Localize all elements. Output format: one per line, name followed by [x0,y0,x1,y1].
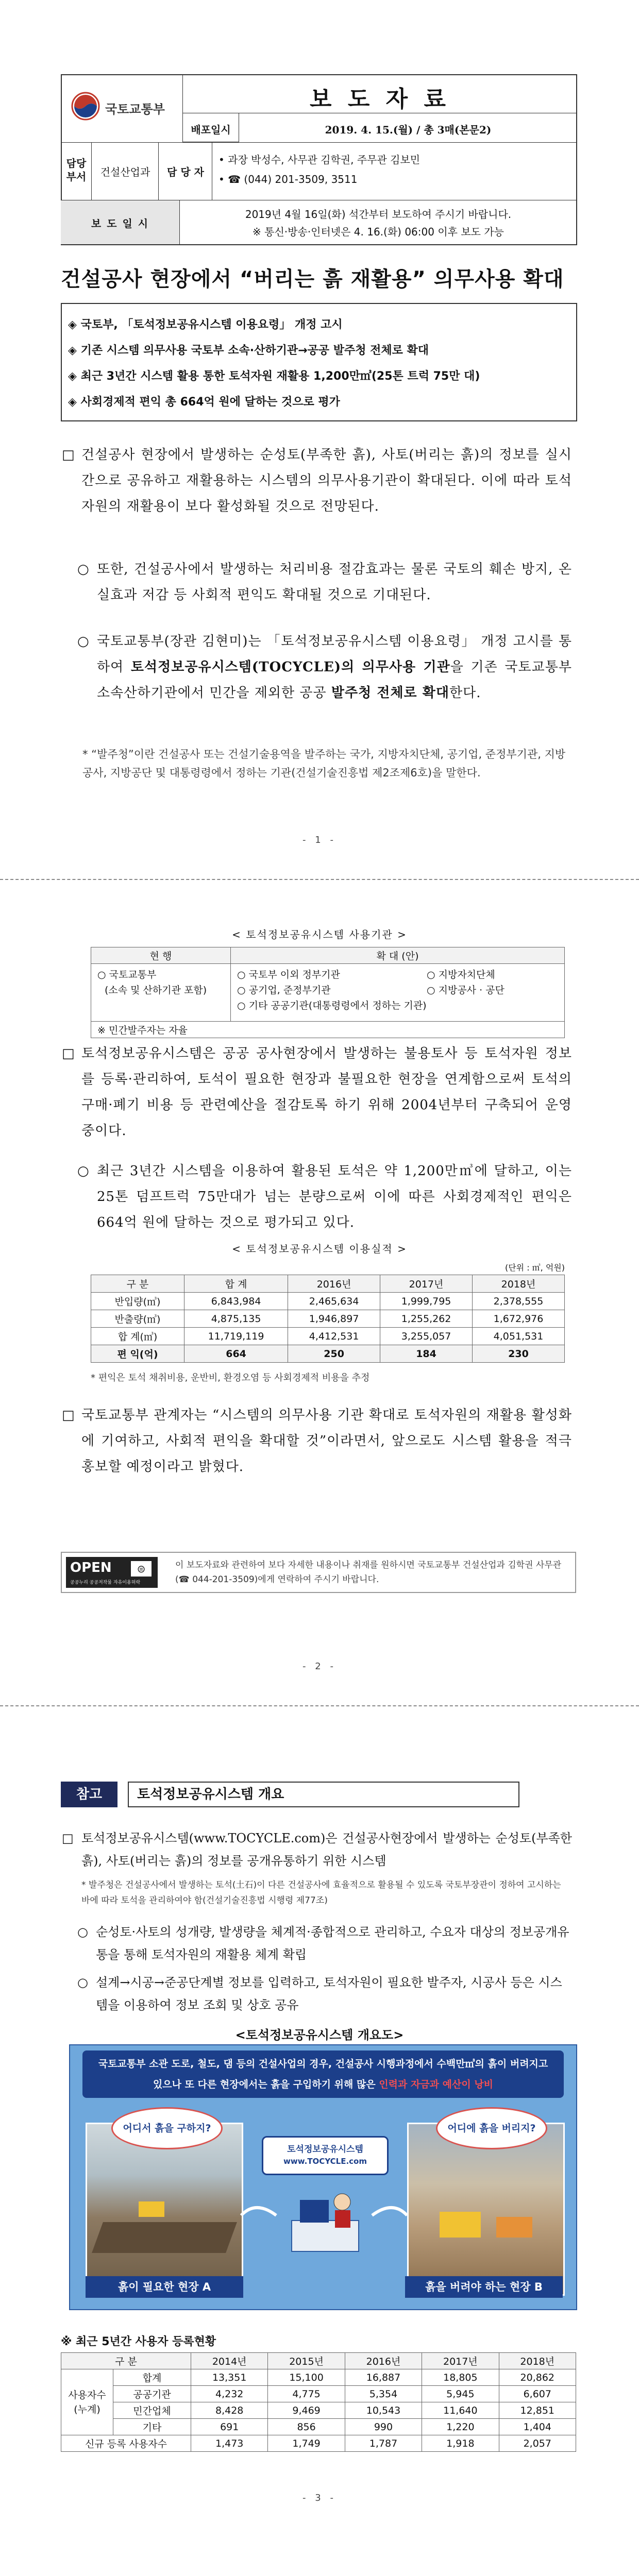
table2-header: 2017년 [380,1275,473,1293]
org-name: 국토교통부 [105,102,165,116]
page-divider [0,1705,639,1706]
press-header [61,74,577,245]
distribution-value: 2019. 4. 15.(월) / 총 3매(본문2) [325,124,492,136]
open-license-logo: OPEN ⊜ 공공누리 공공저작물 자유이용허락 [66,1557,158,1588]
reference-badge: 참고 [61,1782,117,1807]
table1-header: 확 대 (안) [231,947,565,964]
table3-header: 2018년 [499,2353,576,2369]
paragraph-4: □ 토석정보공유시스템은 공공 공사현장에서 발생하는 불용토사 등 토석자원 정보를 등록·관리하여, 토석이 필요한 현장과 불필요한 현장을 연계함으로써 토석의 구매·폐기 비용 등 관련예산을 절감토록 하기 위해 2004년부터 구축되어 운영 중이다. [62,1046,572,1139]
paragraph-5: ○ 최근 3년간 시스템을 이용하여 활용된 토석은 약 1,200만㎥에 달하고, 이는 25톤 덤프트럭 75만대가 넘는 분량으로써 이에 따른 사회경제적인 편익은 664억 원에 달하는 것으로 평가되고 있다. [77,1163,572,1230]
summary-box [61,303,577,421]
table2-title: < 토석정보공유시스템 이용실적 > [232,1243,407,1255]
summary-item: ◈ 사회경제적 편익 총 664억 원에 달하는 것으로 평가 [68,396,340,409]
page-number-2: - 2 - [302,1661,337,1672]
person-label: 담 당 자 [167,166,204,178]
table-row: 반입량(㎥) 6,843,984 2,465,634 1,999,795 2,378,555 [91,1293,565,1310]
bubble-right: 어디에 흙을 버리지? [436,2107,547,2149]
page-number-3: - 3 - [302,2493,337,2503]
caption-site-a: 흙이 필요한 현장 A [86,2276,243,2298]
table3-header: 2015년 [268,2353,345,2369]
table2-note: * 편익은 토석 채취비용, 운반비, 환경오염 등 사회경제적 비용을 추정 [91,1372,370,1383]
agency-table [91,947,565,1038]
paragraph-3: ○ 국토교통부(장관 김현미)는 「토석정보공유시스템 이용요령」 개정 고시를 통하여 토석정보공유시스템(TOCYCLE)의 의무사용 기관을 기존 국토교통부 소속산하기관에서 민간을 제외한 공공 발주청 전체로 확대한다. [77,634,572,701]
table1-current-cell: ○ 국토교통부 (소속 및 산하기관 포함) [91,964,231,1022]
paragraph-1: □ 건설공사 현장에서 발생하는 순성토(부족한 흙), 사토(버리는 흙)의 정보를 실시간으로 공유하고 재활용하는 시스템의 의무사용기관이 확대된다. 이에 따라 토석자원의 재활용이 보다 활성화될 것으로 전망된다. [62,447,572,514]
caption-site-b: 흙을 버려야 하는 현장 B [405,2276,563,2298]
tocycle-system-label: 토석정보공유시스템 www.TOCYCLE.com [262,2136,389,2175]
summary-item: ◈ 국토부, 「토석정보공유시스템 이용요령」 개정 고시 [68,318,343,331]
embargo-line-1: 2019년 4월 16일(화) 석간부터 보도하여 주시기 바랍니다. [245,208,512,221]
table-row: 반출량(㎥) 4,875,135 1,946,897 1,255,262 1,672,976 [91,1310,565,1328]
table-row: 기타 691 856 990 1,220 1,404 [61,2419,576,2435]
table3-title: ※ 최근 5년간 사용자 등록현황 [61,2335,216,2348]
headline: 건설공사 현장에서 “버리는 흙 재활용” 의무사용 확대 [61,267,564,291]
table-row: 민간업체 8,428 9,469 10,543 11,640 12,851 [61,2402,576,2419]
reference-title: 토석정보공유시스템 개요 [128,1782,519,1807]
summary-item: ◈ 최근 3년간 시스템 활용 통한 토석자원 재활용 1,200만㎥(25톤 트럭 75만 대) [68,370,480,383]
diagram-title: <토석정보공유시스템 개요도> [235,2028,404,2042]
dept-value: 건설산업과 [100,166,150,178]
system-diagram [69,2044,577,2310]
paragraph-2: ○ 또한, 건설공사에서 발생하는 처리비용 절감효과는 물론 국토의 훼손 방지, 온실효과 저감 등 사회적 편익도 확대될 것으로 기대된다. [77,562,572,603]
bubble-left: 어디서 흙을 구하지? [111,2107,223,2149]
bullet-1: ○ 순성토·사토의 성개량, 발생량을 체계적·종합적으로 관리하고, 수요자 대상의 정보공개유통을 통해 토석자원의 재활용 체계 확립 [77,1925,569,1962]
table2-header: 2016년 [288,1275,380,1293]
page-number-1: - 1 - [302,835,337,845]
footnote-1: * “발주청”이란 건설공사 또는 건설기술용역을 발주하는 국가, 지방자치단체, 공기업, 준정부기관, 지방공사, 지방공단 및 대통령령에서 정하는 기관(건설기술진흥법 제2조제6호)을 말한다. [82,748,566,779]
person-line-2: • ☎ (044) 201-3509, 3511 [218,173,358,185]
table2-header: 합 계 [184,1275,288,1293]
page-divider [0,879,639,880]
dept-label: 담당 부서 [66,157,87,183]
table-row: 공공기관 4,232 4,775 5,354 5,945 6,607 [61,2386,576,2402]
table3-header: 구 분 [61,2353,191,2369]
summary-list [62,304,576,423]
table1-note: ※ 민간발주자는 자율 [91,1022,565,1038]
ministry-emblem-icon [71,92,100,121]
table2-header: 2018년 [473,1275,565,1293]
table-row: 편 익(억) 664 250 184 230 [91,1345,565,1363]
paragraph-6: □ 국토교통부 관계자는 “시스템의 의무사용 기관 확대로 토석자원의 재활용 활성화에 기여하고, 사회적 편익을 확대할 것”이라면서, 앞으로도 시스템 활용을 적극 홍보할 예정이라고 밝혔다. [62,1408,572,1475]
doc-title: 보 도 자 료 [310,86,450,112]
bullet-2: ○ 설계→시공→준공단계별 정보를 입력하고, 토석자원이 필요한 발주자, 시공사 등은 시스템을 이용하여 정보 조회 및 상호 공유 [77,1975,562,2012]
performance-table [91,1275,565,1363]
contact-text: 이 보도자료와 관련하여 보다 자세한 내용이나 취재를 원하시면 국토교통부 건설산업과 김학권 사무관(☎ 044-201-3509)에게 연락하여 주시기 바랍니다. [175,1560,562,1585]
table-row: 신규 등록 사용자수 1,473 1,749 1,787 1,918 2,057 [61,2435,576,2452]
note-7: * 발주청은 건설공사에서 발생하는 토석(土石)이 다른 건설공사에 효율적으로 활용될 수 있도록 국토부장관이 정하여 고시하는 바에 따라 토석을 관리하여야 함(건설기술진흥법 시행령 제77조) [81,1880,561,1906]
operator-illustration [281,2184,369,2257]
table-row: 합 계(㎥) 11,719,119 4,412,531 3,255,057 4,051,531 [91,1328,565,1345]
diagram-banner: 국토교통부 소관 도로, 철도, 댐 등의 건설사업의 경우, 건설공사 시행과정에서 수백만㎥의 흙이 버려지고 있으나 또 다른 현장에서는 흙을 구입하기 위해 많은 인력과 자금과 예산이 낭비 [82,2050,564,2098]
person-line-1: • 과장 박성수, 사무관 김학권, 주무관 김보민 [218,154,421,166]
computer-user-icon [281,2184,369,2257]
table3-header: 2014년 [191,2353,268,2369]
table2-header: 구 분 [91,1275,184,1293]
table3-group-label: 사용자수 (누계) [61,2369,113,2435]
table2-unit: (단위 : ㎥, 억원) [505,1263,565,1273]
summary-item: ◈ 기존 시스템 의무사용 국토부 소속·산하기관→공공 발주청 전체로 확대 [68,344,429,357]
table1-new-cell: ○ 국토부 이외 정부기관 ○ 공기업, 준정부기관 ○ 기타 공공기관(대통령령에서 정하는 기관) ○ 지방자치단체 ○ 지방공사 · 공단 [231,964,565,1022]
license-icon: ⊜ [131,1561,152,1577]
open-license-box [61,1552,576,1593]
table1-title: < 토석정보공유시스템 사용기관 > [232,928,407,941]
reference-header [61,1782,514,1807]
ministry-logo [71,89,169,125]
embargo-line-2: ※ 통신·방송·인터넷은 4. 16.(화) 06:00 이후 보도 가능 [253,226,504,238]
embargo-label: 보 도 일 시 [91,217,149,230]
table3-header: 2017년 [422,2353,499,2369]
table-row: 사용자수 (누계) 합계 13,351 15,100 16,887 18,805 20,862 [61,2369,576,2386]
distribution-label: 배포일시 [191,124,231,136]
table3-header: 2016년 [345,2353,422,2369]
table1-header: 현 행 [91,947,231,964]
user-registration-table [61,2352,576,2452]
paragraph-7: □ 토석정보공유시스템(www.TOCYCLE.com)은 건설공사현장에서 발생하는 순성토(부족한 흙), 사토(버리는 흙)의 정보를 공개유통하기 위한 시스템 [62,1831,572,1868]
